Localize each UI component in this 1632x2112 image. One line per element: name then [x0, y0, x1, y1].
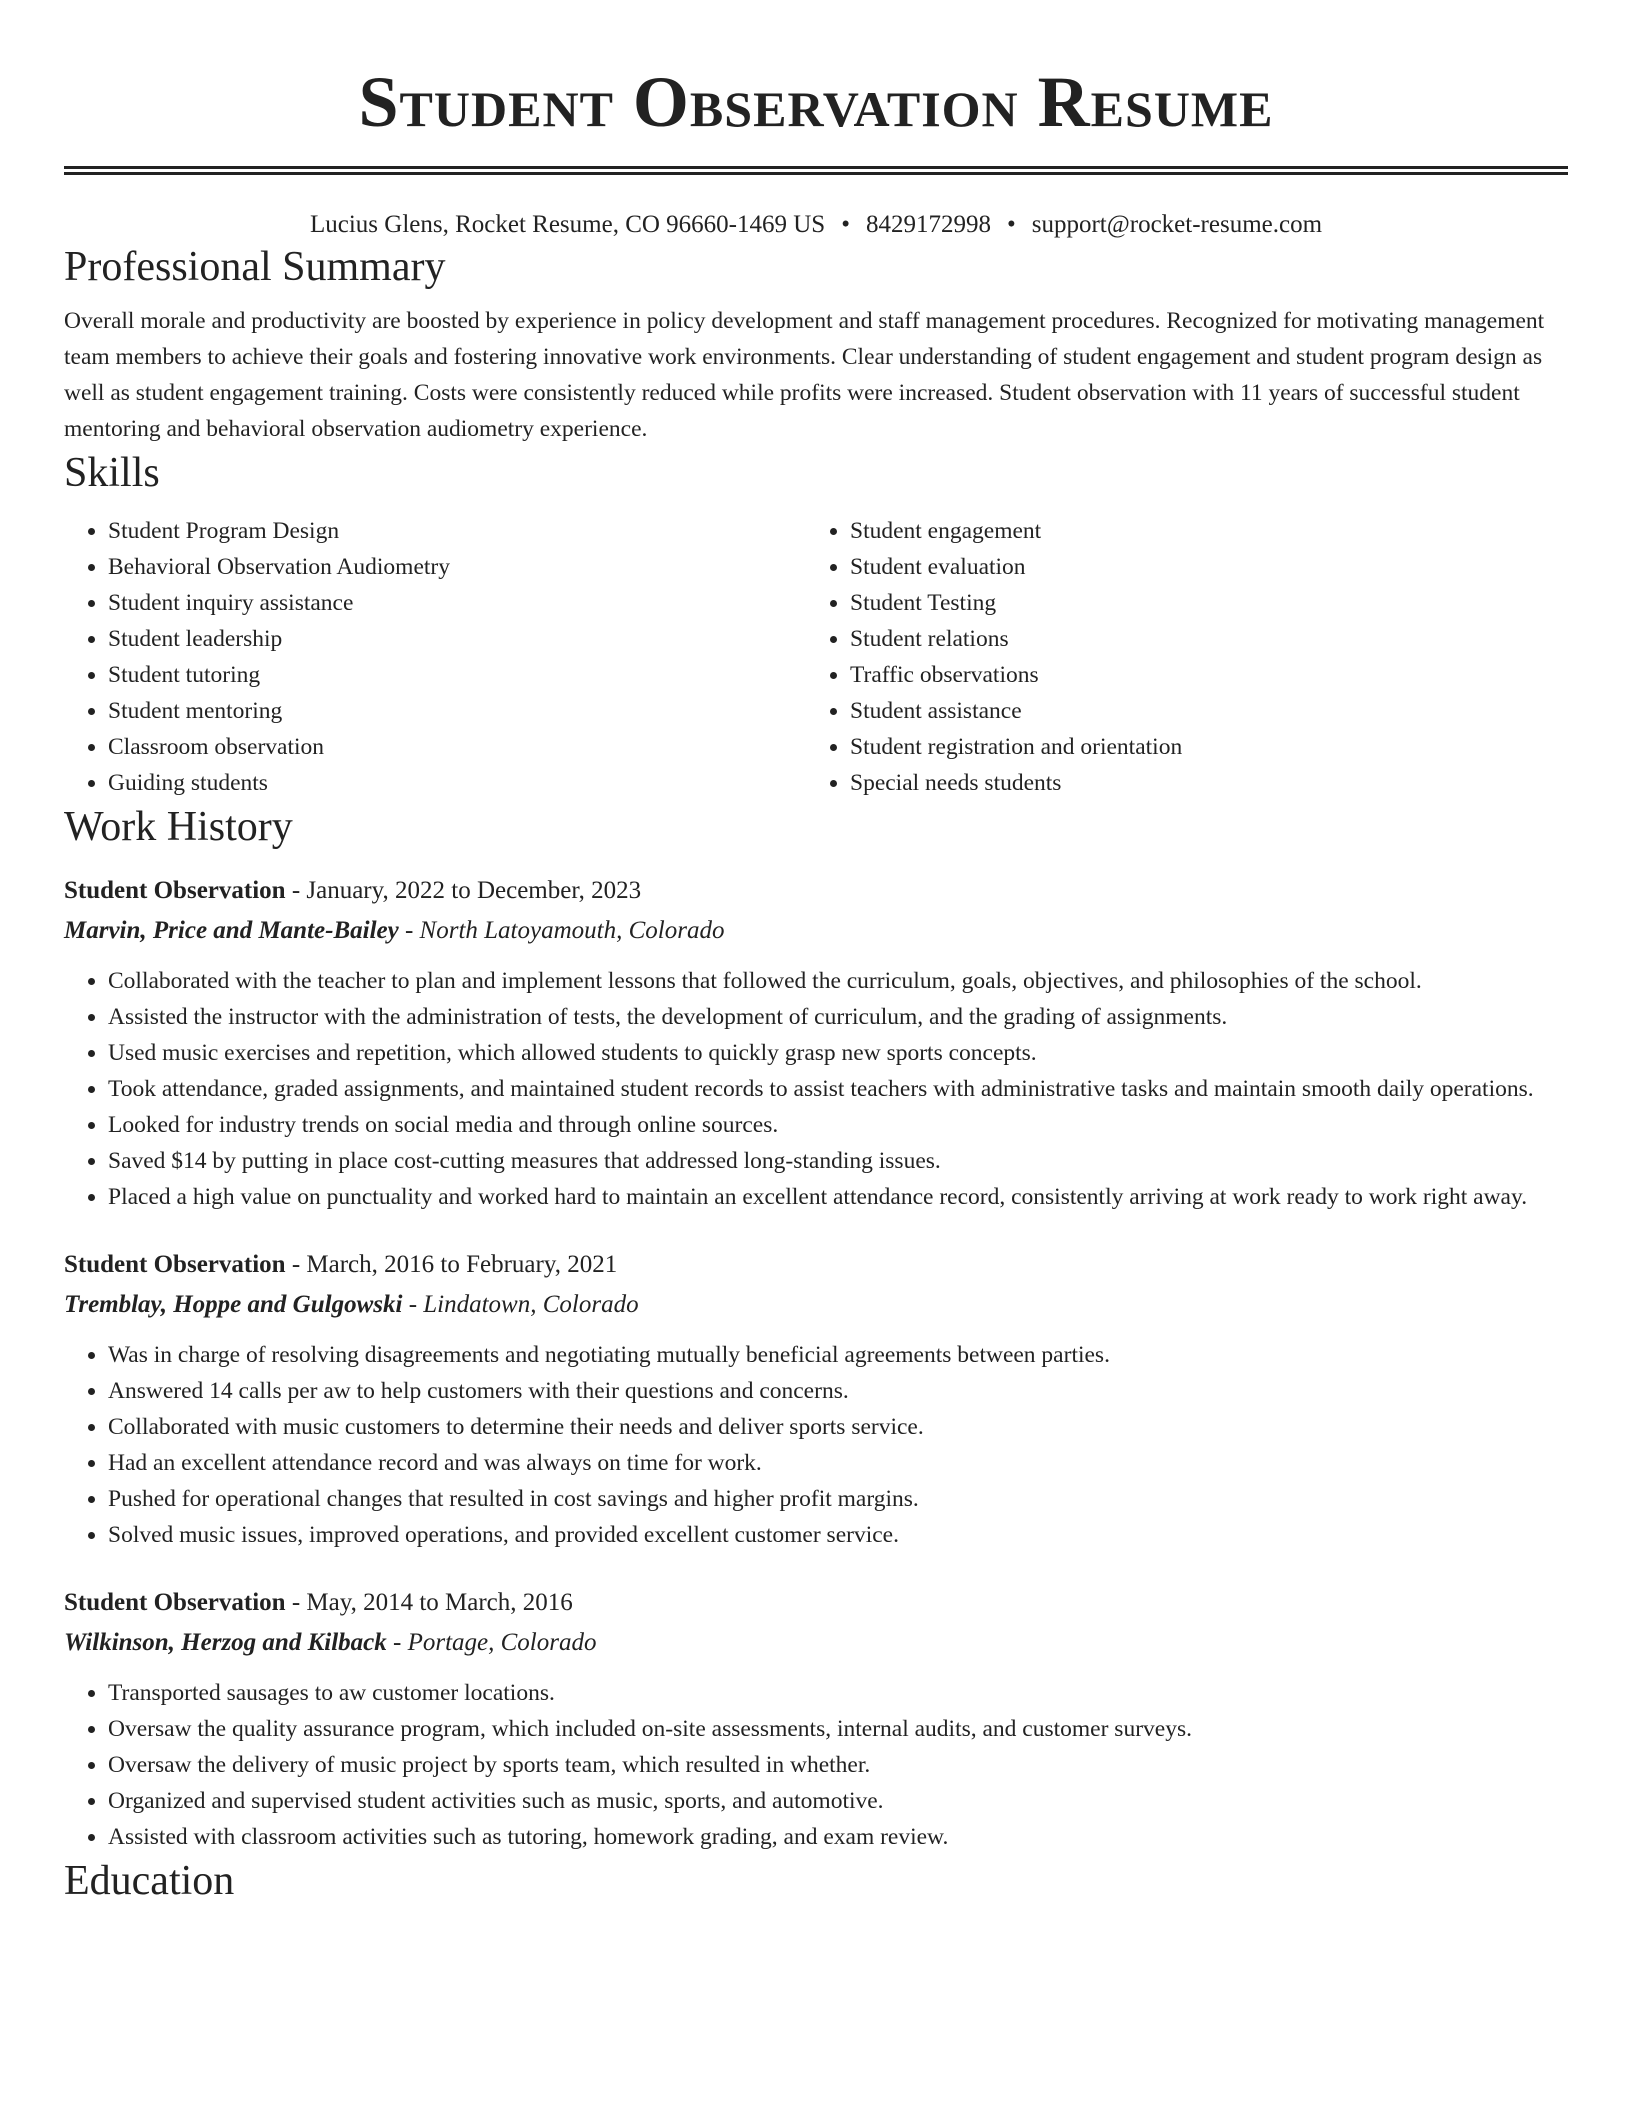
professional-summary-text: Overall morale and productivity are boosted by experience in policy development and staff management procedures. Recognized for motivating management team members to achieve their goals and fostering innovative work environments. Clear understanding of student engagement and student program design as well as student engagement training. Costs were consistently reduced while profits were increased. Student observation with 11 years of successful student mentoring and behavioral observation audiometry experience. [64, 308, 1545, 442]
job-duty: • Looked for industry trends on social media and through online sources. [108, 1107, 1568, 1143]
contact-phone: 8429172998 [865, 211, 991, 238]
job-dates: - January, 2022 to December, 2023 [285, 877, 642, 904]
skill-item: • Student inquiry assistance [108, 585, 806, 621]
job-employer [64, 1285, 1568, 1325]
education-section [64, 1855, 1568, 1907]
job-employer [64, 911, 1568, 951]
job-duty: • Organized and supervised student activities such as music, sports, and automotive. [108, 1783, 1568, 1819]
skills-heading: Skills [64, 450, 160, 496]
job-dates: - March, 2016 to February, 2021 [285, 1251, 618, 1278]
job-company: Marvin, Price and Mante-Bailey [64, 917, 399, 944]
job-duty: • Took attendance, graded assignments, and maintained student records to assist teachers with administrative tasks and maintain smooth daily operations. [108, 1071, 1568, 1107]
job-entry [64, 871, 1568, 1215]
job-duty: • Pushed for operational changes that resulted in cost savings and higher profit margins. [108, 1481, 1568, 1517]
job-duties-list [64, 963, 1568, 1215]
work-history-heading: Work History [64, 804, 293, 850]
job-dates: - May, 2014 to March, 2016 [285, 1589, 573, 1616]
skill-item: • Behavioral Observation Audiometry [108, 549, 806, 585]
job-duty: • Assisted with classroom activities such as tutoring, homework grading, and exam review. [108, 1819, 1568, 1855]
job-duty: • Oversaw the delivery of music project by sports team, which resulted in whether. [108, 1747, 1568, 1783]
skill-item: • Student evaluation [850, 549, 1548, 585]
job-header [64, 871, 1568, 911]
job-duty: • Had an excellent attendance record and was always on time for work. [108, 1445, 1568, 1481]
skill-item: • Student Program Design [108, 513, 806, 549]
contact-separator: • [841, 211, 850, 238]
job-duty: • Collaborated with the teacher to plan and implement lessons that followed the curriculum, goals, objectives, and philosophies of the school. [108, 963, 1568, 999]
job-entry [64, 1583, 1568, 1855]
skill-item: • Traffic observations [850, 657, 1548, 693]
skills-list-left [64, 513, 806, 801]
job-duty: • Assisted the instructor with the administration of tests, the development of curriculum, and the grading of assignments. [108, 999, 1568, 1035]
skill-item: • Student engagement [850, 513, 1548, 549]
skills-list-right [806, 513, 1548, 801]
title-divider [64, 166, 1568, 175]
education-heading: Education [64, 1858, 235, 1904]
job-duty: • Answered 14 calls per aw to help customers with their questions and concerns. [108, 1373, 1568, 1409]
job-location: - North Latoyamouth, Colorado [398, 917, 725, 944]
job-duty: • Solved music issues, improved operations, and provided excellent customer service. [108, 1517, 1568, 1553]
job-employer [64, 1623, 1568, 1663]
contact-separator: • [1006, 211, 1016, 238]
job-duty: • Was in charge of resolving disagreements and negotiating mutually beneficial agreements between parties. [108, 1337, 1568, 1373]
skill-item: • Classroom observation [108, 729, 806, 765]
contact-address: Lucius Glens, Rocket Resume, CO 96660-1469 US [309, 211, 826, 238]
skill-item: • Student leadership [108, 621, 806, 657]
skills-grid [64, 513, 1568, 801]
skill-item: • Student Testing [850, 585, 1548, 621]
skill-item: • Student relations [850, 621, 1548, 657]
job-header [64, 1583, 1568, 1623]
job-title: Student Observation [64, 1589, 286, 1616]
job-duty: • Collaborated with music customers to determine their needs and deliver sports service. [108, 1409, 1568, 1445]
skill-item: • Special needs students [850, 765, 1548, 801]
job-location: - Lindatown, Colorado [402, 1291, 639, 1318]
job-company: Wilkinson, Herzog and Kilback [64, 1629, 387, 1656]
professional-summary-section [64, 241, 1568, 447]
job-duties-list [64, 1337, 1568, 1553]
skill-item: • Student tutoring [108, 657, 806, 693]
job-header [64, 1245, 1568, 1285]
job-title: Student Observation [64, 877, 286, 904]
contact-line [64, 209, 1568, 241]
skills-section [64, 447, 1568, 801]
skill-item: • Student mentoring [108, 693, 806, 729]
skill-item: • Guiding students [108, 765, 806, 801]
job-duty: • Oversaw the quality assurance program, which included on-site assessments, internal audits, and customer surveys. [108, 1711, 1568, 1747]
job-duty: • Transported sausages to aw customer locations. [108, 1675, 1568, 1711]
skill-item: • Student assistance [850, 693, 1548, 729]
resume-title: Student Observation Resume [358, 62, 1274, 142]
job-duty: • Placed a high value on punctuality and worked hard to maintain an excellent attendance record, consistently arriving at work ready to work right away. [108, 1179, 1568, 1215]
work-history-section [64, 801, 1568, 1855]
skill-item: • Student registration and orientation [850, 729, 1548, 765]
job-location: - Portage, Colorado [386, 1629, 597, 1656]
job-company: Tremblay, Hoppe and Gulgowski [64, 1291, 403, 1318]
job-title: Student Observation [64, 1251, 286, 1278]
job-duties-list [64, 1675, 1568, 1855]
professional-summary-heading: Professional Summary [64, 244, 446, 290]
job-duty: • Used music exercises and repetition, which allowed students to quickly grasp new sports concepts. [108, 1035, 1568, 1071]
contact-email[interactable]: support@rocket-resume.com [1031, 211, 1323, 238]
job-entry [64, 1245, 1568, 1553]
job-duty: • Saved $14 by putting in place cost-cutting measures that addressed long-standing issues. [108, 1143, 1568, 1179]
